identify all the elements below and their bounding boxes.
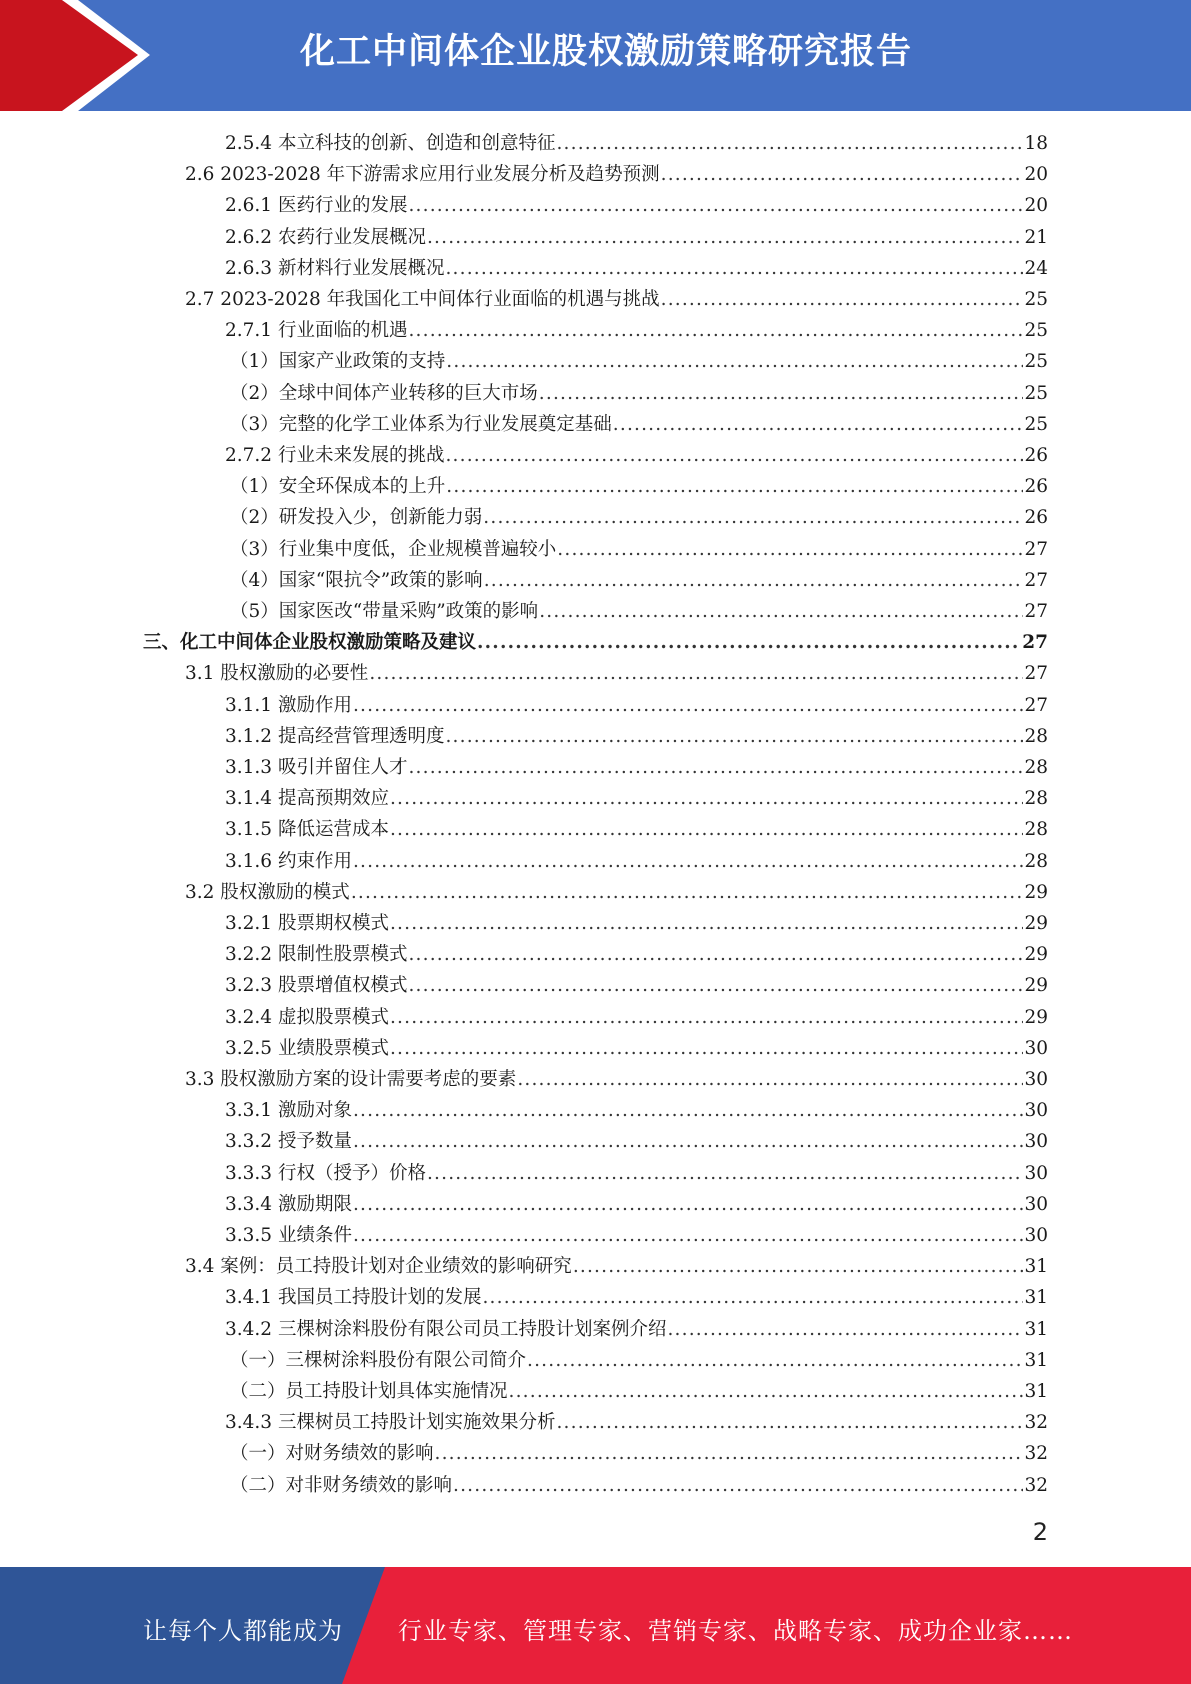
toc-entry-label: 3.1.6 约束作用 bbox=[225, 850, 352, 872]
toc-dot-leader bbox=[453, 1470, 1023, 1501]
toc-entry-label: 3.2.1 股票期权模式 bbox=[225, 913, 389, 934]
toc-entry-label: 2.7.2 行业未来发展的挑战 bbox=[225, 445, 445, 466]
toc-dot-leader bbox=[408, 939, 1023, 970]
toc-dot-leader bbox=[445, 253, 1023, 284]
toc-entry-label: （4）国家“限抗令”政策的影响 bbox=[230, 569, 483, 591]
toc-entry-label: 三、化工中间体企业股权激励策略及建议 bbox=[143, 632, 477, 654]
toc-entry-label: 3.4.3 三棵树员工持股计划实施效果分析 bbox=[225, 1412, 556, 1434]
toc-entry-label: 3.2.5 业绩股票模式 bbox=[225, 1037, 389, 1059]
toc-entry-page: 28 bbox=[1024, 819, 1048, 841]
toc-dot-leader bbox=[613, 409, 1024, 440]
toc-entry[interactable] bbox=[185, 877, 1048, 908]
toc-entry-label: 3.2.4 虚拟股票模式 bbox=[225, 1006, 389, 1028]
toc-dot-leader bbox=[556, 1407, 1023, 1438]
toc-dot-leader bbox=[353, 1220, 1024, 1251]
toc-dot-leader bbox=[353, 1189, 1024, 1220]
toc-entry-page: 30 bbox=[1024, 1162, 1048, 1184]
toc-entry-label: 3.1.4 提高预期效应 bbox=[225, 788, 389, 810]
toc-entry[interactable] bbox=[143, 627, 1048, 658]
toc-entry-label: （5）国家医改“带量采购”政策的影响 bbox=[230, 601, 539, 622]
toc-entry-page: 32 bbox=[1024, 1474, 1048, 1496]
toc-entry-page: 26 bbox=[1024, 445, 1048, 466]
toc-entry-page: 27 bbox=[1024, 663, 1048, 685]
toc-dot-leader bbox=[353, 846, 1024, 877]
toc-dot-leader bbox=[390, 908, 1023, 939]
toc-entry-label: 3.1.5 降低运营成本 bbox=[225, 819, 389, 841]
toc-entry-label: （一）对财务绩效的影响 bbox=[230, 1443, 434, 1465]
toc-entry[interactable] bbox=[225, 690, 1048, 721]
toc-dot-leader bbox=[661, 284, 1024, 315]
toc-entry[interactable] bbox=[185, 1064, 1048, 1095]
toc-dot-leader bbox=[667, 1314, 1023, 1345]
toc-entry-page: 29 bbox=[1024, 975, 1048, 997]
toc-entry-page: 29 bbox=[1024, 944, 1048, 966]
toc-entry-label: 3.4.1 我国员工持股计划的发展 bbox=[225, 1287, 482, 1309]
toc-entry[interactable] bbox=[230, 1345, 1048, 1376]
toc-entry-page: 31 bbox=[1024, 1318, 1048, 1340]
report-title: 化工中间体企业股权激励策略研究报告 bbox=[300, 32, 913, 72]
toc-entry[interactable] bbox=[225, 1189, 1048, 1220]
toc-entry[interactable] bbox=[225, 1033, 1048, 1064]
toc-entry-label: 3.1.1 激励作用 bbox=[225, 694, 352, 716]
toc-entry-label: 3.1 股权激励的必要性 bbox=[185, 663, 369, 685]
toc-entry-label: （1）国家产业政策的支持 bbox=[230, 351, 446, 373]
toc-entry-page: 32 bbox=[1024, 1443, 1048, 1465]
toc-entry-page: 21 bbox=[1024, 226, 1048, 248]
toc-entry[interactable] bbox=[230, 565, 1048, 596]
toc-entry[interactable] bbox=[230, 502, 1048, 533]
toc-dot-leader bbox=[369, 658, 1023, 689]
toc-entry[interactable] bbox=[225, 253, 1048, 284]
toc-entry-page: 27 bbox=[1022, 632, 1048, 654]
toc-entry-page: 30 bbox=[1024, 1100, 1048, 1122]
toc-entry-label: 3.1.3 吸引并留住人才 bbox=[225, 757, 408, 778]
toc-entry[interactable] bbox=[225, 1158, 1048, 1189]
toc-entry-page: 27 bbox=[1024, 538, 1048, 560]
toc-dot-leader bbox=[408, 315, 1023, 346]
red-chevron-logo bbox=[0, 0, 160, 111]
toc-dot-leader bbox=[484, 565, 1024, 596]
toc-entry[interactable] bbox=[225, 1314, 1048, 1345]
toc-entry[interactable] bbox=[185, 658, 1048, 689]
page-header bbox=[0, 0, 1191, 111]
toc-entry[interactable] bbox=[230, 1438, 1048, 1469]
toc-dot-leader bbox=[353, 690, 1024, 721]
toc-entry[interactable] bbox=[225, 752, 1048, 783]
toc-dot-leader bbox=[446, 346, 1023, 377]
toc-entry-label: 2.5.4 本立科技的创新、创造和创意特征 bbox=[225, 133, 556, 154]
toc-entry-page: 26 bbox=[1024, 476, 1048, 498]
toc-entry-label: （2）全球中间体产业转移的巨大市场 bbox=[230, 382, 538, 404]
toc-entry-page: 26 bbox=[1024, 507, 1048, 529]
toc-dot-leader bbox=[483, 502, 1023, 533]
toc-entry[interactable] bbox=[185, 284, 1048, 315]
toc-entry-page: 25 bbox=[1024, 289, 1048, 310]
toc-entry[interactable] bbox=[230, 471, 1048, 502]
toc-entry-page: 31 bbox=[1024, 1256, 1048, 1278]
toc-dot-leader bbox=[351, 877, 1024, 908]
toc-dot-leader bbox=[353, 1095, 1024, 1126]
toc-entry-page: 24 bbox=[1024, 257, 1048, 279]
toc-entry[interactable] bbox=[225, 1095, 1048, 1126]
toc-entry-label: 3.3.5 业绩条件 bbox=[225, 1225, 352, 1246]
toc-entry-page: 30 bbox=[1024, 1193, 1048, 1215]
toc-dot-leader bbox=[446, 471, 1023, 502]
toc-dot-leader bbox=[556, 128, 1023, 159]
toc-dot-leader bbox=[427, 1158, 1023, 1189]
toc-entry[interactable] bbox=[230, 378, 1048, 409]
toc-entry-label: （二）对非财务绩效的影响 bbox=[230, 1474, 453, 1496]
toc-dot-leader bbox=[390, 1033, 1023, 1064]
toc-dot-leader bbox=[573, 1251, 1024, 1282]
toc-dot-leader bbox=[390, 1002, 1023, 1033]
toc-entry-label: 3.3.2 授予数量 bbox=[225, 1131, 352, 1153]
toc-entry[interactable] bbox=[225, 1002, 1048, 1033]
toc-dot-leader bbox=[408, 190, 1023, 221]
toc-entry-page: 28 bbox=[1024, 850, 1048, 872]
toc-entry-label: 3.2 股权激励的模式 bbox=[185, 881, 350, 903]
toc-entry-page: 31 bbox=[1024, 1381, 1048, 1402]
toc-entry-page: 31 bbox=[1024, 1287, 1048, 1309]
footer-slogan-right: 行业专家、管理专家、营销专家、战略专家、成功企业家…… bbox=[398, 1617, 1073, 1645]
toc-entry[interactable] bbox=[225, 814, 1048, 845]
toc-entry-label: （一）三棵树涂料股份有限公司简介 bbox=[230, 1349, 527, 1371]
toc-entry-label: 2.6 2023-2028 年下游需求应用行业发展分析及趋势预测 bbox=[185, 164, 660, 186]
toc-entry[interactable] bbox=[230, 409, 1048, 440]
toc-entry[interactable] bbox=[230, 534, 1048, 565]
toc-entry[interactable] bbox=[230, 346, 1048, 377]
toc-dot-leader bbox=[445, 721, 1023, 752]
toc-entry-label: （2）研发投入少，创新能力弱 bbox=[230, 507, 483, 529]
toc-entry-label: 2.6.2 农药行业发展概况 bbox=[225, 226, 426, 248]
toc-entry[interactable] bbox=[225, 721, 1048, 752]
toc-dot-leader bbox=[477, 627, 1021, 658]
toc-entry[interactable] bbox=[225, 222, 1048, 253]
footer-slogan-left: 让每个人都能成为 bbox=[143, 1617, 343, 1645]
toc-entry[interactable] bbox=[230, 1376, 1048, 1407]
toc-entry-page: 29 bbox=[1024, 881, 1048, 903]
toc-entry[interactable] bbox=[225, 846, 1048, 877]
toc-dot-leader bbox=[517, 1064, 1023, 1095]
toc-entry[interactable] bbox=[225, 939, 1048, 970]
toc-entry-page: 29 bbox=[1024, 913, 1048, 934]
toc-entry[interactable] bbox=[185, 159, 1048, 190]
toc-dot-leader bbox=[539, 378, 1024, 409]
toc-entry-label: （3）行业集中度低，企业规模普遍较小 bbox=[230, 538, 557, 560]
toc-entry-label: 3.3.4 激励期限 bbox=[225, 1193, 352, 1215]
toc-entry-label: 3.3.3 行权（授予）价格 bbox=[225, 1162, 426, 1184]
toc-dot-leader bbox=[390, 814, 1023, 845]
toc-entry-page: 25 bbox=[1024, 351, 1048, 373]
toc-entry-label: 2.6.1 医药行业的发展 bbox=[225, 195, 408, 217]
toc-entry[interactable] bbox=[225, 908, 1048, 939]
toc-entry-page: 20 bbox=[1024, 164, 1048, 186]
toc-entry-label: （3）完整的化学工业体系为行业发展奠定基础 bbox=[230, 413, 612, 435]
toc-entry-page: 20 bbox=[1024, 195, 1048, 217]
toc-entry-label: 3.3 股权激励方案的设计需要考虑的要素 bbox=[185, 1069, 517, 1090]
toc-entry-page: 31 bbox=[1024, 1349, 1048, 1371]
toc-entry-label: 2.7.1 行业面临的机遇 bbox=[225, 320, 408, 342]
toc-dot-leader bbox=[427, 222, 1023, 253]
toc-entry[interactable] bbox=[185, 1251, 1048, 1282]
toc-entry-page: 25 bbox=[1024, 382, 1048, 404]
toc-entry-page: 28 bbox=[1024, 757, 1048, 778]
toc-dot-leader bbox=[557, 534, 1023, 565]
toc-dot-leader bbox=[353, 1126, 1024, 1157]
toc-entry-label: 2.6.3 新材料行业发展概况 bbox=[225, 257, 445, 279]
toc-dot-leader bbox=[435, 1438, 1024, 1469]
toc-entry-page: 25 bbox=[1024, 413, 1048, 435]
toc-entry[interactable] bbox=[225, 1282, 1048, 1313]
toc-entry[interactable] bbox=[225, 970, 1048, 1001]
toc-dot-leader bbox=[445, 440, 1023, 471]
toc-entry[interactable] bbox=[225, 128, 1048, 159]
toc-dot-leader bbox=[408, 752, 1023, 783]
toc-dot-leader bbox=[482, 1282, 1023, 1313]
toc-entry-label: 2.7 2023-2028 年我国化工中间体行业面临的机遇与挑战 bbox=[185, 289, 660, 310]
toc-dot-leader bbox=[539, 596, 1023, 627]
toc-dot-leader bbox=[390, 783, 1023, 814]
toc-entry-page: 27 bbox=[1024, 569, 1048, 591]
toc-entry-label: （二）员工持股计划具体实施情况 bbox=[230, 1381, 508, 1402]
toc-dot-leader bbox=[509, 1376, 1024, 1407]
toc-entry-label: 3.1.2 提高经营管理透明度 bbox=[225, 725, 445, 747]
toc-entry-page: 25 bbox=[1024, 320, 1048, 342]
toc-entry-page: 18 bbox=[1024, 133, 1048, 154]
toc-entry[interactable] bbox=[230, 596, 1048, 627]
toc-entry[interactable] bbox=[225, 1220, 1048, 1251]
toc-entry-page: 28 bbox=[1024, 788, 1048, 810]
toc-entry-page: 27 bbox=[1024, 694, 1048, 716]
toc-entry-page: 30 bbox=[1024, 1131, 1048, 1153]
toc-entry[interactable] bbox=[225, 1126, 1048, 1157]
toc-entry[interactable] bbox=[225, 440, 1048, 471]
toc-entry-label: 3.2.3 股票增值权模式 bbox=[225, 975, 408, 997]
toc-entry-label: （1）安全环保成本的上升 bbox=[230, 476, 446, 498]
toc-dot-leader bbox=[661, 159, 1024, 190]
toc-entry-label: 3.3.1 激励对象 bbox=[225, 1100, 352, 1122]
toc-entry-page: 27 bbox=[1024, 601, 1048, 622]
toc-entry-page: 28 bbox=[1024, 725, 1048, 747]
toc-entry-page: 30 bbox=[1024, 1037, 1048, 1059]
toc-entry[interactable] bbox=[225, 190, 1048, 221]
toc-entry-page: 30 bbox=[1024, 1225, 1048, 1246]
page-footer bbox=[0, 1567, 1191, 1684]
toc-entry-label: 3.2.2 限制性股票模式 bbox=[225, 944, 408, 966]
toc-entry-page: 30 bbox=[1024, 1069, 1048, 1090]
toc-dot-leader bbox=[527, 1345, 1023, 1376]
toc-entry[interactable] bbox=[225, 1407, 1048, 1438]
toc-entry-page: 29 bbox=[1024, 1006, 1048, 1028]
page-number: 2 bbox=[1032, 1518, 1048, 1546]
toc-entry[interactable] bbox=[225, 315, 1048, 346]
toc-entry[interactable] bbox=[230, 1470, 1048, 1501]
toc-entry-label: 3.4 案例：员工持股计划对企业绩效的影响研究 bbox=[185, 1256, 572, 1278]
toc-entry[interactable] bbox=[225, 783, 1048, 814]
toc-entry-label: 3.4.2 三棵树涂料股份有限公司员工持股计划案例介绍 bbox=[225, 1318, 667, 1340]
toc-dot-leader bbox=[408, 970, 1023, 1001]
toc-entry-page: 32 bbox=[1024, 1412, 1048, 1434]
